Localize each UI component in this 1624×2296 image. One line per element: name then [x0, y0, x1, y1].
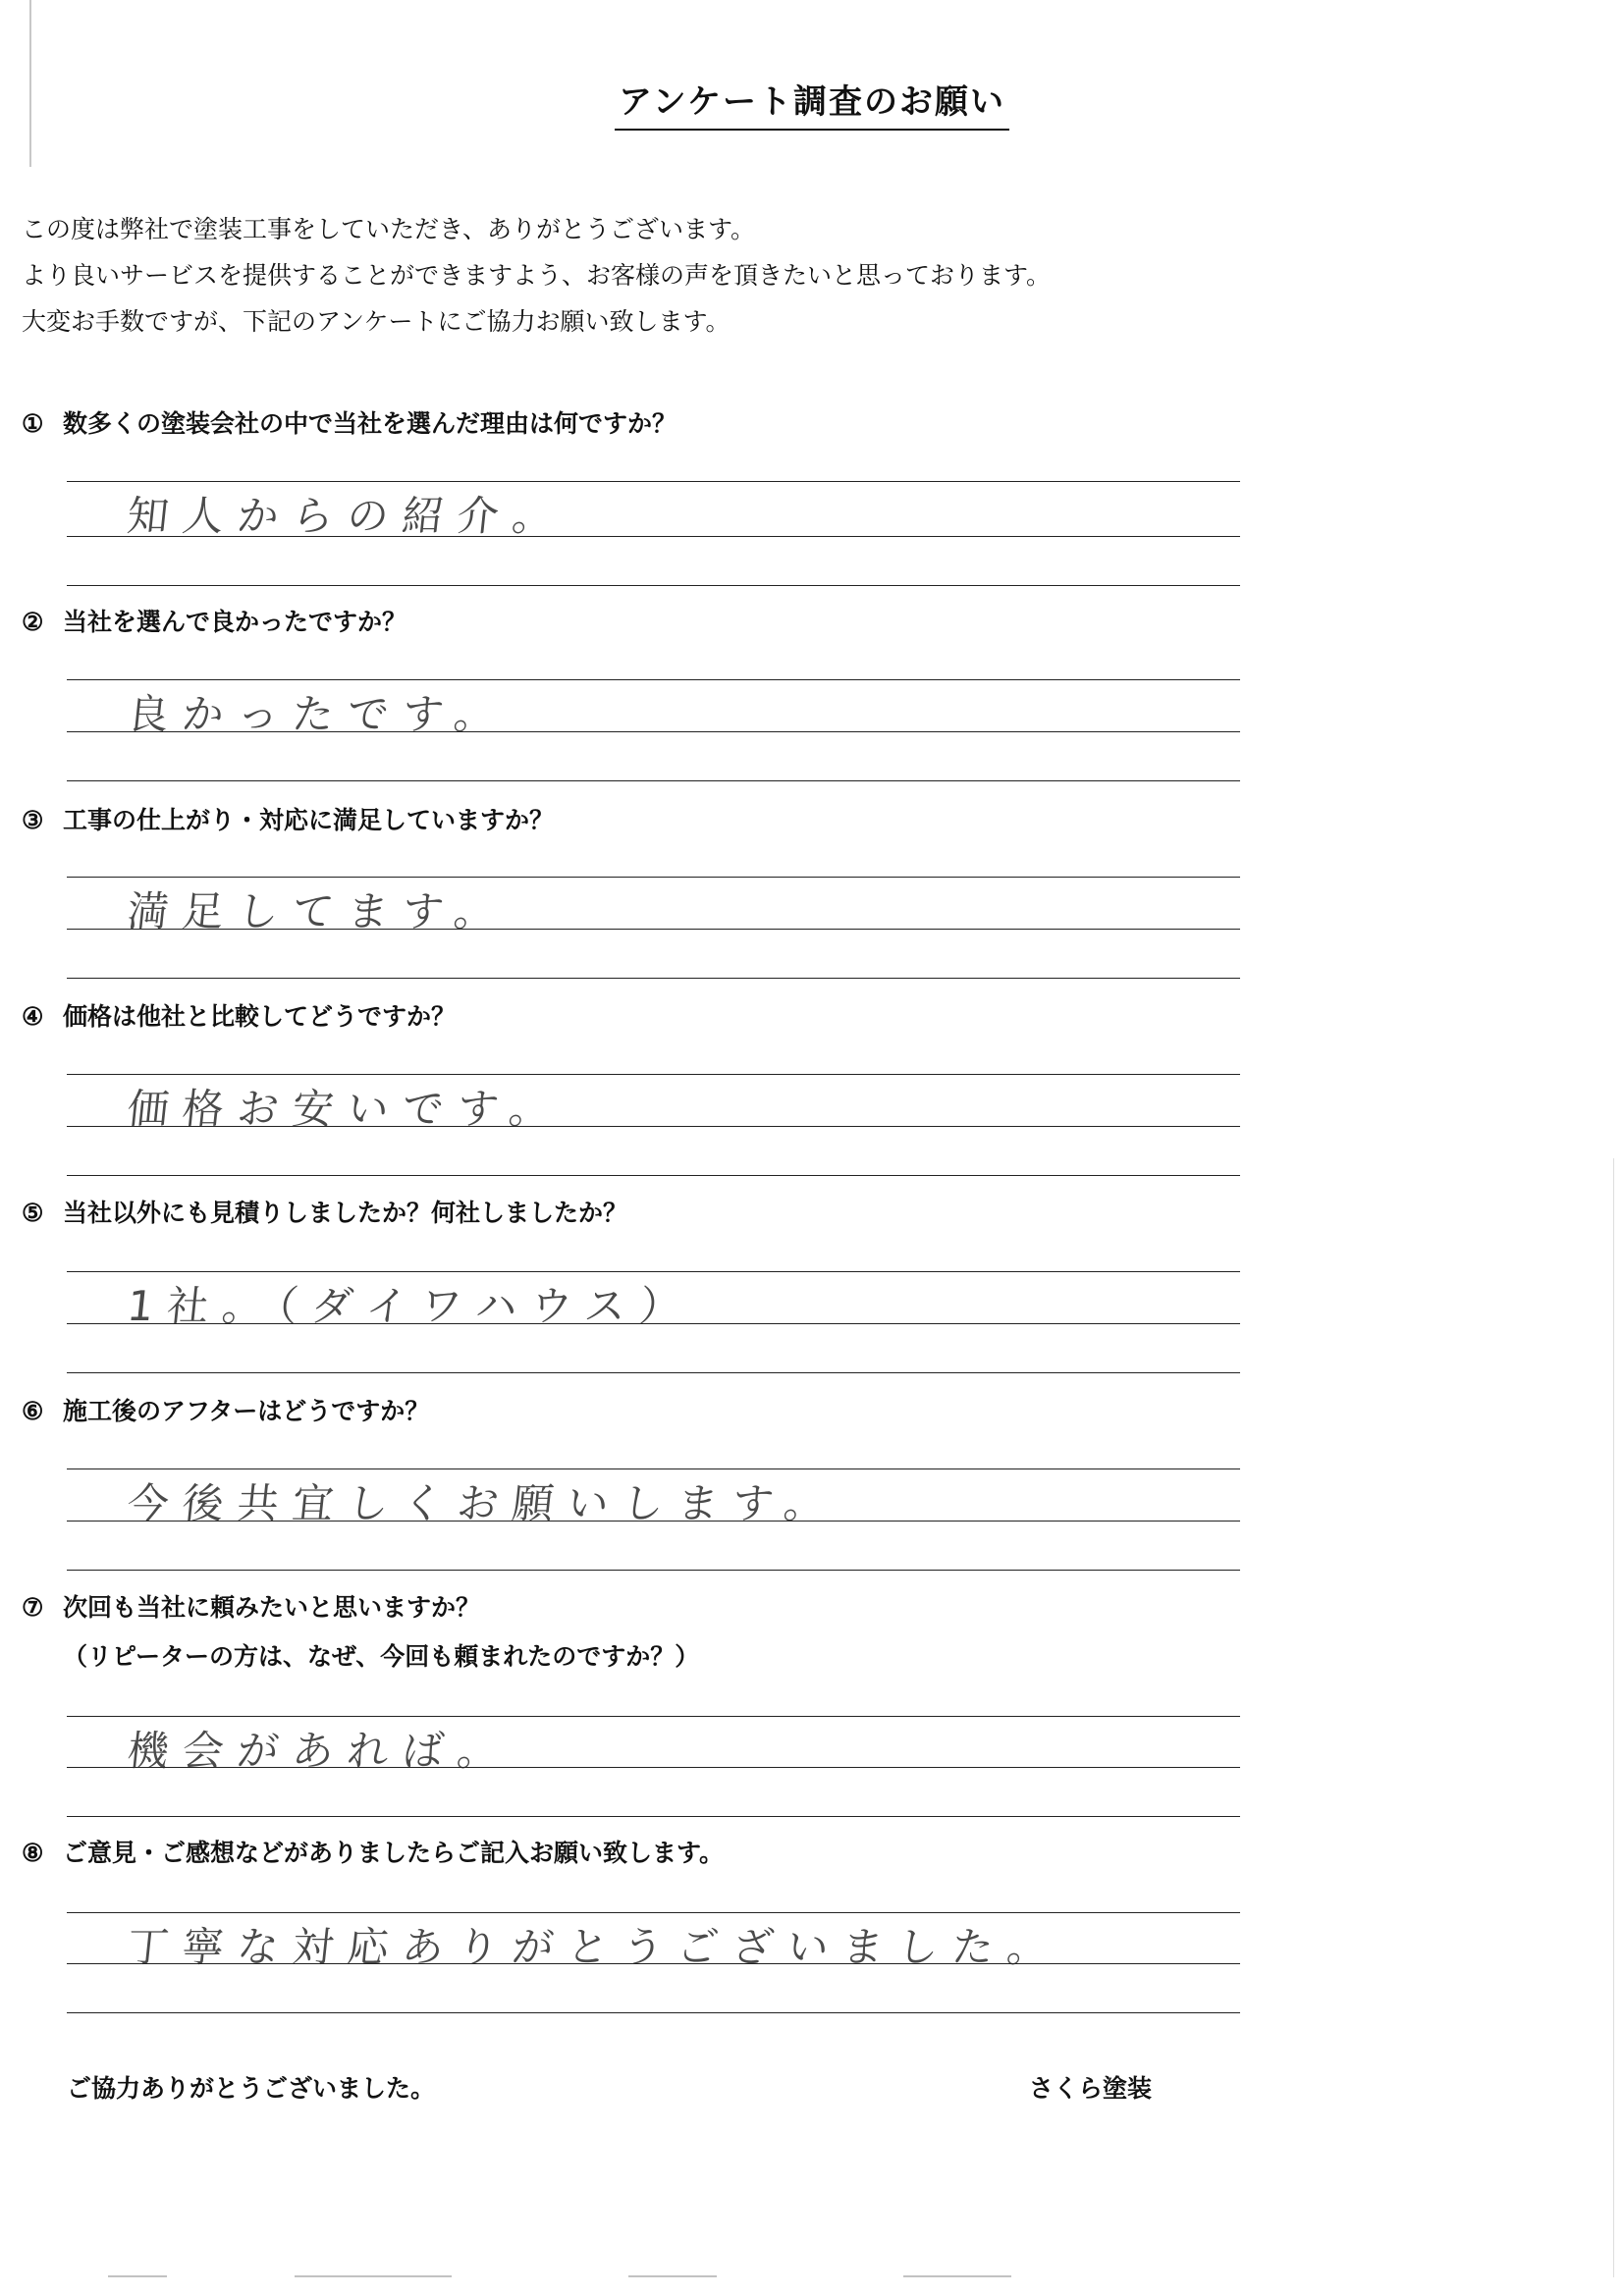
answer-line: [67, 877, 1240, 878]
scan-noise: [108, 2275, 167, 2277]
scan-noise: [903, 2275, 1011, 2277]
question-4: [22, 997, 456, 1033]
question-number: ⑦: [22, 1593, 44, 1622]
question-number: ⑤: [22, 1199, 44, 1227]
intro-text: [22, 206, 1051, 345]
survey-title-block: [0, 75, 1624, 131]
answer-line: [67, 1323, 1240, 1324]
question-text: 価格は他社と比較してどうですか？: [63, 1002, 457, 1031]
answer-line: [67, 1963, 1240, 1964]
scan-noise: [295, 2275, 452, 2277]
answer-line: [67, 1716, 1240, 1717]
intro-line: この度は弊社で塗装工事をしていただき、ありがとうございます。: [22, 215, 756, 243]
question-text: 数多くの塗装会社の中で当社を選んだ理由は何ですか？: [63, 409, 677, 438]
answer-line: [67, 481, 1240, 482]
question-text: 当社以外にも見積りしましたか？何社しましたか？: [63, 1199, 628, 1227]
answer-line: [67, 1570, 1240, 1571]
answer-line: [67, 1372, 1240, 1373]
closing-thanks: ご協力ありがとうございました。: [67, 2074, 436, 2103]
answer-line: [67, 1521, 1240, 1522]
intro-line: 大変お手数ですが、下記のアンケートにご協力お願い致します。: [22, 307, 731, 336]
answer-line: [67, 2012, 1240, 2013]
handwritten-answer-2: 良かったです。: [125, 690, 512, 738]
question-text: 当社を選んで良かったですか？: [63, 608, 407, 636]
scan-noise: [628, 2275, 717, 2277]
handwritten-answer-7: 機会があれば。: [125, 1727, 515, 1775]
answer-line: [67, 1074, 1240, 1075]
question-number: ②: [22, 608, 44, 636]
handwritten-answer-1: 知人からの紹介。: [125, 492, 570, 540]
answer-line: [67, 731, 1240, 732]
question-number: ⑥: [22, 1397, 44, 1425]
answer-line: [67, 679, 1240, 680]
answer-line: [67, 1175, 1240, 1176]
question-subtext: （リピーターの方は、なぜ、今回も頼まれたのですか？）: [63, 1642, 700, 1671]
handwritten-answer-5: 1社。（ダイワハウス）: [125, 1282, 697, 1330]
question-6: [22, 1392, 429, 1427]
company-name: さくら塗装: [1029, 2074, 1153, 2103]
answer-line: [67, 1126, 1240, 1127]
question-text: ご意見・ご感想などがありましたらご記入お願い致します。: [63, 1839, 725, 1867]
question-text: 施工後のアフターはどうですか？: [63, 1397, 430, 1425]
answer-line: [67, 780, 1240, 781]
answer-line: [67, 929, 1240, 930]
intro-line: より良いサービスを提供することができますよう、お客様の声を頂きたいと思っております。: [22, 261, 1052, 290]
question-3: [22, 801, 554, 836]
answer-line: [67, 978, 1240, 979]
answer-line: [67, 536, 1240, 537]
answer-line: [67, 1767, 1240, 1768]
question-number: ⑧: [22, 1839, 44, 1867]
survey-title: アンケート調査のお願い: [615, 75, 1009, 131]
answer-line: [67, 1468, 1240, 1469]
question-8: [22, 1834, 724, 1869]
question-number: ③: [22, 806, 44, 834]
handwritten-answer-4: 価格お安いです。: [125, 1085, 567, 1133]
question-text: 次回も当社に頼みたいと思いますか？: [63, 1593, 481, 1622]
question-2: [22, 603, 406, 638]
question-text: 工事の仕上がり・対応に満足していますか？: [63, 806, 555, 834]
answer-line: [67, 1816, 1240, 1817]
question-number: ①: [22, 409, 44, 438]
answer-line: [67, 1912, 1240, 1913]
answer-line: [67, 585, 1240, 586]
answer-line: [67, 1271, 1240, 1272]
question-5: [22, 1194, 627, 1229]
question-number: ④: [22, 1002, 44, 1031]
handwritten-answer-3: 満足してます。: [125, 887, 512, 935]
question-7: [22, 1588, 699, 1673]
handwritten-answer-6: 今後共宜しくお願いします。: [125, 1479, 841, 1527]
question-1: [22, 404, 677, 440]
scan-edge-mark: [1613, 1158, 1614, 2277]
handwritten-answer-8: 丁寧な対応ありがとうございました。: [125, 1923, 1065, 1971]
